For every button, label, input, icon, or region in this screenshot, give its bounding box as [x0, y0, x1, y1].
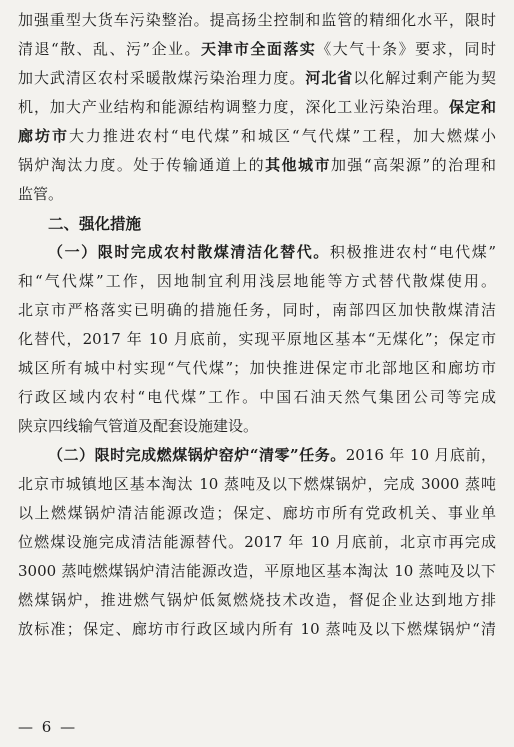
- text-line: [18, 64, 496, 93]
- text: 清退“散、乱、污”企业。: [18, 40, 201, 58]
- text: 位燃煤设施完成清洁能源替代。2017 年 10 月底前，北京市再完成: [18, 533, 496, 551]
- text: 加强“高架源”的治理和: [330, 156, 496, 174]
- text: 机，加大产业结构和能源结构调整力度，深化工业污染治理。: [18, 98, 450, 116]
- text: 《大气十条》要求，同时: [316, 40, 496, 58]
- text-line: [18, 93, 496, 122]
- text: 加强重型大货车污染整治。提高扬尘控制和监管的精细化水平，限时: [18, 11, 496, 29]
- text-line: [18, 615, 496, 644]
- text-line: [18, 383, 496, 412]
- text: 放标准；保定、廊坊市行政区域内所有 10 蒸吨及以下燃煤锅炉“清: [18, 620, 496, 638]
- text-line: [18, 586, 496, 615]
- measure-one-paragraph: [18, 238, 496, 441]
- text-line: [18, 470, 496, 499]
- text: 北京市严格落实已明确的措施任务，同时，南部四区加快散煤清洁: [18, 301, 496, 319]
- text-line: [18, 441, 496, 470]
- text: 2016 年 10 月底前，: [345, 446, 496, 464]
- text: 陕京四线输气管道及配套设施建设。: [18, 417, 259, 435]
- text-line: [18, 354, 496, 383]
- bold-text: 天津市全面落实: [200, 40, 317, 58]
- text: 以上燃煤锅炉清洁能源改造；保定、廊坊市所有党政机关、事业单: [18, 504, 496, 522]
- bold-text: 保定和: [449, 98, 496, 116]
- section-heading: 二、强化措施: [48, 214, 142, 233]
- text: 城区所有城中村实现“气代煤”；加快推进保定市北部地区和廊坊市: [18, 359, 496, 377]
- text: 积极推进农村“电代煤”: [329, 243, 496, 261]
- text-line: [18, 267, 496, 296]
- text-line: [18, 180, 496, 209]
- text-line: [18, 499, 496, 528]
- bold-text: （二）限时完成燃煤锅炉窑炉“清零”任务。: [48, 446, 346, 464]
- text-line: [18, 35, 496, 64]
- text-line: [18, 238, 496, 267]
- text: 3000 蒸吨燃煤锅炉清洁能源改造，平原地区基本淘汰 10 蒸吨及以下: [18, 562, 496, 580]
- text: 监管。: [18, 185, 64, 203]
- page-number: — 6 —: [18, 718, 78, 736]
- text-line: [18, 557, 496, 586]
- text: 化替代，2017 年 10 月底前，实现平原地区基本“无煤化”；保定市: [18, 330, 496, 348]
- bold-text: 河北省: [305, 69, 354, 87]
- bold-text: （一）限时完成农村散煤清洁化替代。: [48, 243, 330, 261]
- text: 行政区域内农村“电代煤”工作。中国石油天然气集团公司等完成: [18, 388, 496, 406]
- text-line: [18, 296, 496, 325]
- text: 大力推进农村“电代煤”和城区“气代煤”工程，加大燃煤小: [68, 127, 496, 145]
- text-line: [18, 122, 496, 151]
- bold-text: 廊坊市: [18, 127, 69, 145]
- text: 加大武清区农村采暖散煤污染治理力度。: [18, 69, 306, 87]
- text-line: [18, 325, 496, 354]
- text: 以化解过剩产能为契: [353, 69, 496, 87]
- text: 北京市城镇地区基本淘汰 10 蒸吨及以下燃煤锅炉，完成 3000 蒸吨: [18, 475, 496, 493]
- text-line: [18, 412, 496, 441]
- text: 和“气代煤”工作，因地制宜利用浅层地能等方式替代散煤使用。: [18, 272, 496, 290]
- text-line: [18, 151, 496, 180]
- measure-two-paragraph: [18, 441, 496, 644]
- paragraph-intro: [18, 6, 496, 209]
- text-line: [18, 6, 496, 35]
- text: 锅炉淘汰力度。处于传输通道上的: [18, 156, 266, 174]
- text-line: [18, 528, 496, 557]
- text: 燃煤锅炉，推进燃气锅炉低氮燃烧技术改造，督促企业达到地方排: [18, 591, 496, 609]
- bold-text: 其他城市: [265, 156, 331, 174]
